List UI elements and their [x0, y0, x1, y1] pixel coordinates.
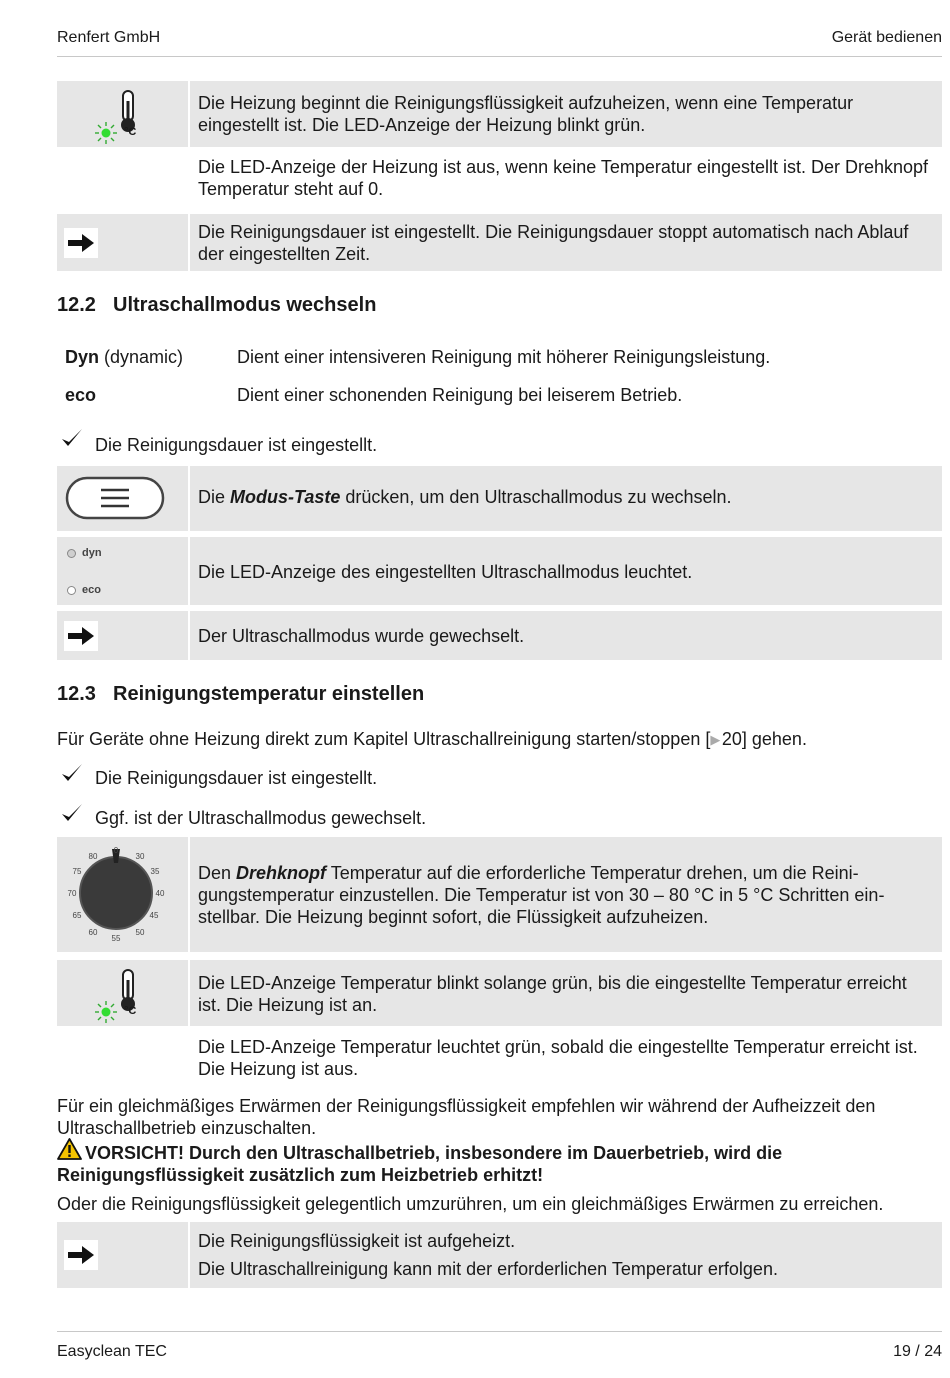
mode-result-row	[57, 611, 942, 660]
led-eco-label: eco	[82, 584, 101, 596]
mode-button-step-text: Die Modus-Taste drücken, um den Ultraschallmodus zu wechseln.	[198, 487, 732, 507]
svg-text:40: 40	[155, 889, 165, 898]
section-12-3-heading: 12.3 Reinigungstemperatur einstellen	[57, 683, 425, 705]
svg-text:55: 55	[111, 934, 121, 943]
temperature-knob-icon	[60, 843, 178, 947]
footer-page-number: 19 / 24	[893, 1343, 942, 1360]
precondition-duration-set-2: Die Reinigungsdauer ist eingestellt.	[95, 768, 378, 788]
caution-warning-text: VORSICHT! Durch den Ultraschallbetrieb, insbesondere im Dauerbetrieb, wird die Reinigungsflüssigkeit zusätzlich zum Heizbetrieb erhitzt!	[57, 1143, 783, 1185]
footer-divider	[57, 1331, 942, 1332]
thermometer-led-icon	[57, 81, 188, 147]
header-company: Renfert GmbH	[57, 29, 161, 46]
duration-result-row	[57, 214, 942, 271]
def-term-eco: eco	[65, 385, 97, 405]
checkmark-icon	[60, 801, 84, 825]
stirring-advice-text: Oder die Reinigungsflüssigkeit gelegentlich umzurühren, um ein gleichmäßiges Erwärmen zu erreichen.	[57, 1194, 884, 1214]
svg-text:35: 35	[150, 867, 160, 876]
def-desc-eco: Dient einer schonenden Reinigung bei leiserem Betrieb.	[237, 385, 683, 405]
mode-led-step-row	[57, 537, 942, 605]
thermometer-unit-label: °C	[124, 1005, 137, 1017]
svg-text:80: 80	[88, 852, 98, 861]
thermometer-icon-cell	[57, 81, 188, 147]
header-divider	[57, 56, 942, 57]
svg-text:70: 70	[67, 889, 77, 898]
knob-step-row	[57, 837, 942, 952]
heated-result-row	[57, 1222, 942, 1288]
heated-result-text-2: Die Ultraschallreinigung kann mit der erforderlichen Temperatur erfolgen.	[198, 1259, 778, 1279]
svg-text:0: 0	[113, 846, 119, 855]
precondition-duration-set: Die Reinigungsdauer ist eingestellt.	[95, 435, 378, 455]
svg-text:45: 45	[149, 911, 159, 920]
heating-step-text: Die Heizung beginnt die Reinigungsflüssigkeit aufzuheizen, wenn eine Temperatur eingestellt ist. Die LED-Anzeige der Heizung blinkt grün.	[198, 93, 854, 135]
duration-result-text: Die Reinigungsdauer ist eingestellt. Die Reinigungsdauer stoppt automatisch nach Ablauf der eingestellten Zeit.	[198, 222, 909, 264]
section-12-3-intro: Für Geräte ohne Heizung direkt zum Kapitel Ultraschallreinigung starten/stoppen [▶ 20] gehen.	[57, 729, 807, 749]
svg-text:65: 65	[72, 911, 82, 920]
thermometer-led-icon	[57, 960, 188, 1026]
precondition-mode-changed: Ggf. ist der Ultraschallmodus gewechselt.	[95, 808, 427, 828]
temp-led-blink-text: Die LED-Anzeige Temperatur blinkt solange grün, bis die eingestellte Temperatur erreicht ist. Die Heizung ist an.	[198, 973, 907, 1015]
result-arrow-icon	[64, 1240, 98, 1270]
led-dyn-indicator	[67, 549, 76, 558]
cross-reference-arrow-icon: ▶	[710, 732, 721, 747]
heating-recommendation-text: Für ein gleichmäßiges Erwärmen der Reinigungsflüssigkeit empfehlen wir während der Aufheizzeit den Ultraschallbetrieb einzuschalten.	[57, 1096, 876, 1138]
svg-text:50: 50	[135, 928, 145, 937]
heating-off-text: Die LED-Anzeige der Heizung ist aus, wenn keine Temperatur eingestellt ist. Der Drehknopf Temperatur steht auf 0.	[198, 157, 929, 199]
svg-text:60: 60	[88, 928, 98, 937]
svg-text:30: 30	[135, 852, 145, 861]
result-arrow-icon	[64, 228, 98, 258]
svg-text:75: 75	[72, 867, 82, 876]
thermometer-unit-label: °C	[124, 126, 137, 138]
header-section: Gerät bedienen	[831, 29, 942, 46]
checkmark-icon	[60, 426, 84, 450]
def-term-dyn: Dyn (dynamic)	[65, 347, 184, 367]
led-eco-indicator	[67, 586, 76, 595]
temp-led-steady-row	[57, 1028, 942, 1088]
section-12-2-heading: 12.2 Ultraschallmodus wechseln	[57, 294, 377, 316]
def-desc-dyn: Dient einer intensiveren Reinigung mit höherer Reinigungsleistung.	[237, 347, 771, 367]
heating-step-row	[57, 81, 942, 147]
mode-button-step-row	[57, 466, 942, 531]
mode-led-step-text: Die LED-Anzeige des eingestellten Ultraschallmodus leuchtet.	[198, 562, 693, 582]
checkmark-icon	[60, 761, 84, 785]
cross-reference-link[interactable]: 20	[721, 729, 742, 749]
knob-step-text: Den Drehknopf Temperatur auf die erforderliche Temperatur drehen, um die Reinigungstemperatur einzustellen. Die Temperatur ist von 30 – 80 °C in 5 °C Schritten einstellbar. Die Heizung beginnt sofort, die Flüssigkeit aufzuheizen.	[198, 863, 885, 927]
temp-led-steady-text: Die LED-Anzeige Temperatur leuchtet grün, sobald die eingestellte Temperatur erreicht ist. Die Heizung ist aus.	[198, 1037, 918, 1079]
heated-result-text-1: Die Reinigungsflüssigkeit ist aufgeheizt.	[198, 1231, 516, 1251]
result-arrow-icon	[64, 621, 98, 651]
mode-result-text: Der Ultraschallmodus wurde gewechselt.	[198, 626, 525, 646]
heating-off-row	[57, 149, 942, 212]
menu-icon	[65, 476, 165, 520]
temp-led-step-row	[57, 960, 942, 1026]
led-dyn-label: dyn	[82, 547, 102, 559]
footer-product: Easyclean TEC	[57, 1343, 167, 1360]
